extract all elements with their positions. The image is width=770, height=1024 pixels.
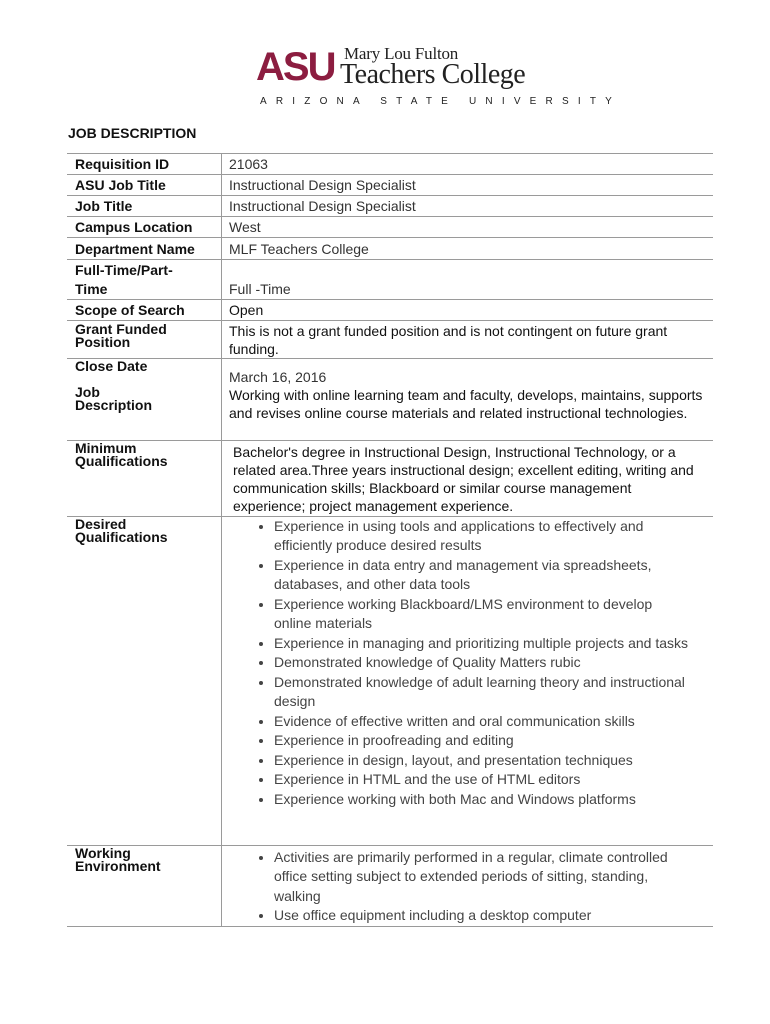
list-item: • Experience in design, layout, and presentation techniques xyxy=(274,751,693,771)
label-minimum-qualifications-line1: Minimum xyxy=(75,439,137,456)
row-requisition-id xyxy=(67,154,713,175)
list-item: • Experience in data entry and management via spreadsheets, databases, and other data tools xyxy=(274,556,693,595)
label-grant-funded-line1: Grant Funded xyxy=(75,321,167,337)
row-scope-of-search xyxy=(67,300,713,321)
label-department-name: Department Name xyxy=(67,238,222,260)
row-job-description xyxy=(67,386,713,440)
value-scope-of-search: Open xyxy=(229,302,264,318)
row-asu-job-title xyxy=(67,175,713,196)
value-working-environment xyxy=(222,845,714,926)
value-desired-qualifications xyxy=(222,516,714,845)
label-campus-location: Campus Location xyxy=(67,217,222,238)
college-name-line1: Mary Lou Fulton xyxy=(344,44,459,63)
page-title: JOB DESCRIPTION xyxy=(68,125,197,141)
value-close-date: March 16, 2016 xyxy=(229,369,327,385)
value-department-name: MLF Teachers College xyxy=(229,241,369,257)
list-item: • Experience in HTML and the use of HTML editors xyxy=(274,770,693,790)
list-item: • Demonstrated knowledge of adult learning theory and instructional design xyxy=(274,673,693,712)
row-department-name xyxy=(67,238,713,260)
label-requisition-id: Requisition ID xyxy=(67,154,222,175)
label-full-part-time-line1: Full-Time/Part- xyxy=(75,262,173,278)
row-job-title xyxy=(67,196,713,217)
college-name-line2: Teachers College xyxy=(340,59,526,90)
label-close-date: Close Date xyxy=(67,359,222,387)
label-working-environment-line1: Working xyxy=(75,844,131,861)
label-desired-qualifications-line1: Desired xyxy=(75,515,127,532)
desired-qualifications-list xyxy=(229,517,693,810)
row-working-environment xyxy=(67,845,713,926)
list-item: • Experience working Blackboard/LMS environment to develop online materials xyxy=(274,595,693,634)
value-minimum-qualifications: Bachelor's degree in Instructional Design, Instructional Technology, or a related area.Three years instructional design; excellent editing, writing and communication skills; Blackboard or similar course management experience; project management experience. xyxy=(233,443,694,514)
asu-logo-mark xyxy=(256,44,336,84)
college-logo xyxy=(256,44,622,110)
row-grant-funded xyxy=(67,321,713,359)
value-campus-location: West xyxy=(229,219,261,235)
label-job-description-line1: Job xyxy=(75,384,100,400)
label-working-environment-line2: Environment xyxy=(75,857,161,874)
label-desired-qualifications xyxy=(67,516,222,845)
university-name: ARIZONA STATE UNIVERSITY xyxy=(260,96,622,107)
value-asu-job-title: Instructional Design Specialist xyxy=(229,177,416,193)
row-full-part-time xyxy=(67,260,713,300)
label-desired-qualifications-line2: Qualifications xyxy=(75,528,168,545)
list-item: • Experience in using tools and applications to effectively and efficiently produce desired results xyxy=(274,517,693,556)
value-requisition-id: 21063 xyxy=(229,156,268,172)
value-grant-funded: This is not a grant funded position and is not contingent on future grant funding. xyxy=(229,323,668,357)
list-item: • Experience in proofreading and editing xyxy=(274,731,693,751)
job-table xyxy=(67,153,713,927)
label-working-environment xyxy=(67,845,222,926)
row-close-date xyxy=(67,359,713,387)
list-item: • Demonstrated knowledge of Quality Matters rubic xyxy=(274,653,693,673)
row-desired-qualifications xyxy=(67,516,713,845)
row-minimum-qualifications xyxy=(67,440,713,516)
label-minimum-qualifications-line2: Qualifications xyxy=(75,452,168,469)
label-minimum-qualifications xyxy=(67,440,222,516)
label-scope-of-search: Scope of Search xyxy=(67,300,222,321)
asu-letters: ASU xyxy=(256,45,335,84)
value-job-title: Instructional Design Specialist xyxy=(229,198,416,214)
value-job-description: Working with online learning team and faculty, develops, maintains, supports and revises online course materials and related instructional technologies. xyxy=(229,387,703,421)
label-grant-funded xyxy=(67,321,222,359)
label-grant-funded-line2: Position xyxy=(75,334,131,350)
label-full-part-time xyxy=(67,260,222,300)
label-job-description-line2: Description xyxy=(75,397,153,413)
label-full-part-time-line2: Time xyxy=(75,281,108,297)
row-campus-location xyxy=(67,217,713,238)
label-job-title: Job Title xyxy=(67,196,222,217)
list-item: • Experience working with both Mac and Windows platforms xyxy=(274,790,693,810)
label-job-description xyxy=(67,386,222,440)
working-environment-list xyxy=(229,848,693,926)
value-full-part-time: Full -Time xyxy=(229,281,291,297)
list-item: • Evidence of effective written and oral communication skills xyxy=(274,712,693,732)
label-asu-job-title: ASU Job Title xyxy=(67,175,222,196)
list-item: • Experience in managing and prioritizing multiple projects and tasks xyxy=(274,634,693,654)
list-item: • Use office equipment including a desktop computer xyxy=(274,906,693,926)
list-item: • Activities are primarily performed in a regular, climate controlled office setting subject to extended periods of sitting, standing, walking xyxy=(274,848,693,907)
